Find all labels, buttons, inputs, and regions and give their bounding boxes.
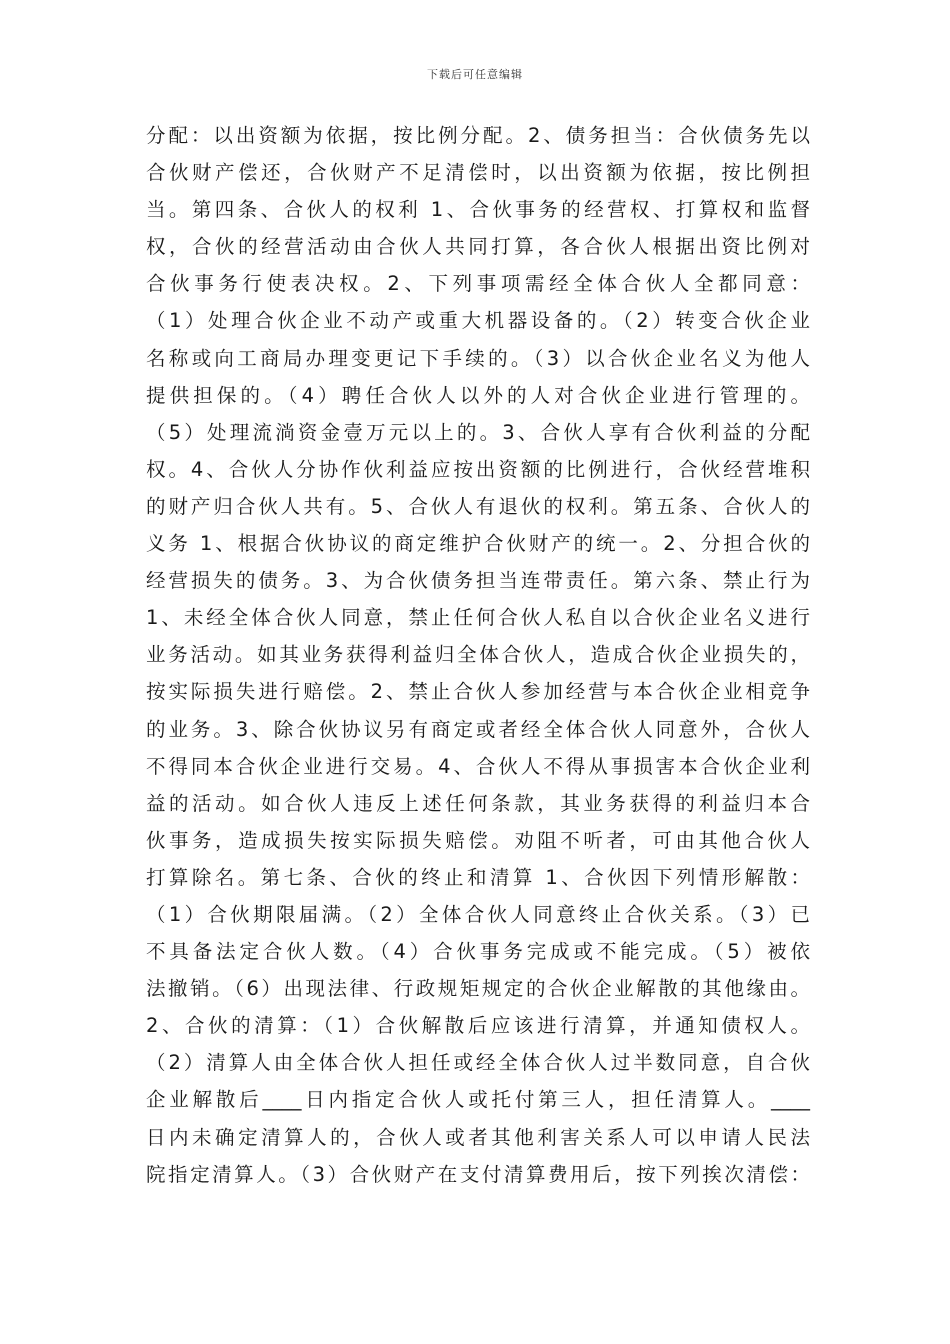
text-line: 不具备法定合伙人数。（4）合伙事务完成或不能完成。（5）被依 (146, 940, 810, 964)
text-line: 院指定清算人。（3）合伙财产在支付清算费用后，按下列挨次清偿： (146, 1162, 810, 1186)
text-line: （1）合伙期限届满。（2）全体合伙人同意终止合伙关系。（3）已 (146, 902, 810, 926)
text-line: 义务 1、根据合伙协议的商定维护合伙财产的统一。2、分担合伙的 (146, 532, 810, 556)
page-header: 下载后可任意编辑 (427, 68, 523, 81)
text-line: 益的活动。如合伙人违反上述任何条款，其业务获得的利益归本合 (146, 791, 810, 815)
text-line: （2）清算人由全体合伙人担任或经全体合伙人过半数同意，自合伙 (146, 1051, 810, 1075)
text-line: 法撤销。（6）出现法律、行政规矩规定的合伙企业解散的其他缘由。 (146, 977, 810, 1001)
text-line: 经营损失的债务。3、为合伙债务担当连带责任。第六条、禁止行为 (146, 569, 810, 593)
text-line: 伙事务，造成损失按实际损失赔偿。劝阻不听者，可由其他合伙人 (146, 828, 810, 852)
document-body (146, 117, 810, 1193)
text-line: 合伙财产偿还，合伙财产不足清偿时，以出资额为依据，按比例担 (146, 161, 810, 185)
text-line: 1、未经全体合伙人同意，禁止任何合伙人私自以合伙企业名义进行 (146, 606, 810, 630)
text-line: 当。第四条、合伙人的权利 1、合伙事务的经营权、打算权和监督 (146, 198, 810, 222)
text-line: 合伙事务行使表决权。2、下列事项需经全体合伙人全都同意： (146, 272, 810, 296)
text-line: 企业解散后____日内指定合伙人或托付第三人，担任清算人。____ (146, 1088, 810, 1112)
text-line: 权。4、合伙人分协作伙利益应按出资额的比例进行，合伙经营堆积 (146, 457, 810, 481)
text-line: 名称或向工商局办理变更记下手续的。（3）以合伙企业名义为他人 (146, 346, 810, 370)
text-line: （1）处理合伙企业不动产或重大机器设备的。（2）转变合伙企业 (146, 309, 810, 333)
text-line: 业务活动。如其业务获得利益归全体合伙人，造成合伙企业损失的， (146, 643, 810, 667)
text-line: 提供担保的。（4）聘任合伙人以外的人对合伙企业进行管理的。 (146, 383, 810, 407)
text-line: （5）处理流淌资金壹万元以上的。3、合伙人享有合伙利益的分配 (146, 420, 810, 444)
text-line: 的财产归合伙人共有。5、合伙人有退伙的权利。第五条、合伙人的 (146, 494, 810, 518)
text-line: 的业务。3、除合伙协议另有商定或者经全体合伙人同意外，合伙人 (146, 717, 810, 741)
text-line: 2、合伙的清算：（1）合伙解散后应该进行清算，并通知债权人。 (146, 1014, 810, 1038)
text-line: 分配：以出资额为依据，按比例分配。2、债务担当：合伙债务先以 (146, 124, 810, 147)
text-line: 权，合伙的经营活动由合伙人共同打算，各合伙人根据出资比例对 (146, 235, 810, 259)
text-line: 日内未确定清算人的，合伙人或者其他利害关系人可以申请人民法 (146, 1125, 810, 1149)
text-line: 不得同本合伙企业进行交易。4、合伙人不得从事损害本合伙企业利 (146, 754, 810, 778)
text-line: 按实际损失进行赔偿。2、禁止合伙人参加经营与本合伙企业相竞争 (146, 680, 810, 704)
text-line: 打算除名。第七条、合伙的终止和清算 1、合伙因下列情形解散： (146, 865, 810, 889)
